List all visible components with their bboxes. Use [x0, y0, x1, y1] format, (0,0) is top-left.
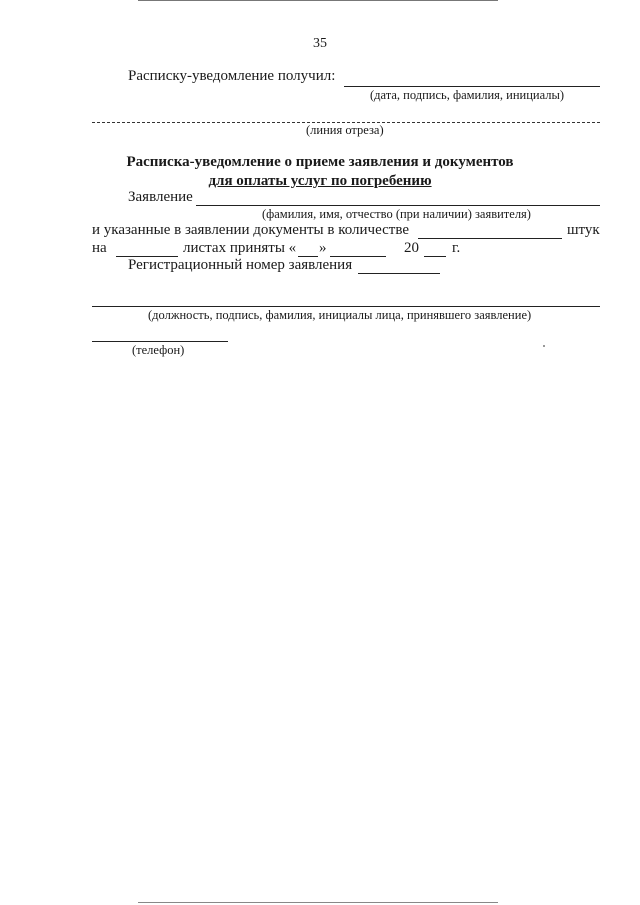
year-suffix: г. — [452, 240, 461, 256]
receipt-received-hint: (дата, подпись, фамилия, инициалы) — [370, 88, 565, 102]
year-line[interactable] — [424, 256, 446, 257]
registration-number-line[interactable] — [358, 273, 440, 274]
form-title-line1: Расписка-уведомление о приеме заявления и документов — [126, 154, 514, 170]
applicant-name-hint: (фамилия, имя, отчество (при наличии) заявителя) — [262, 207, 531, 221]
page-number: 35 — [313, 36, 327, 51]
applicant-name-line[interactable] — [196, 205, 600, 206]
sheets-on-label: на — [92, 240, 107, 256]
phone-line[interactable] — [92, 341, 228, 342]
receipt-received-signature-line[interactable] — [344, 86, 600, 87]
acceptor-signature-line[interactable] — [92, 306, 600, 307]
documents-count-text: и указанные в заявлении документы в количестве — [92, 222, 409, 238]
year-prefix: 20 — [404, 240, 419, 256]
date-close-quote: » — [319, 240, 327, 256]
scan-edge-top — [138, 0, 498, 1]
form-title-line2-text: для оплаты услуг по погребению — [208, 173, 432, 189]
documents-count-unit: штук — [567, 222, 600, 238]
application-label: Заявление — [128, 189, 193, 205]
scan-edge-bottom — [138, 902, 498, 903]
acceptor-signature-hint: (должность, подпись, фамилия, инициалы лица, принявшего заявление) — [148, 308, 532, 322]
form-title-line2 — [0, 173, 640, 190]
phone-hint: (телефон) — [132, 343, 185, 357]
registration-number-label: Регистрационный номер заявления — [128, 257, 353, 273]
cut-line-hint: (линия отреза) — [306, 123, 384, 137]
sheets-accepted-label: листах приняты « — [183, 240, 297, 256]
scan-speck — [543, 345, 545, 347]
receipt-received-label: Расписку-уведомление получил: — [128, 68, 336, 84]
documents-count-line[interactable] — [418, 238, 562, 239]
